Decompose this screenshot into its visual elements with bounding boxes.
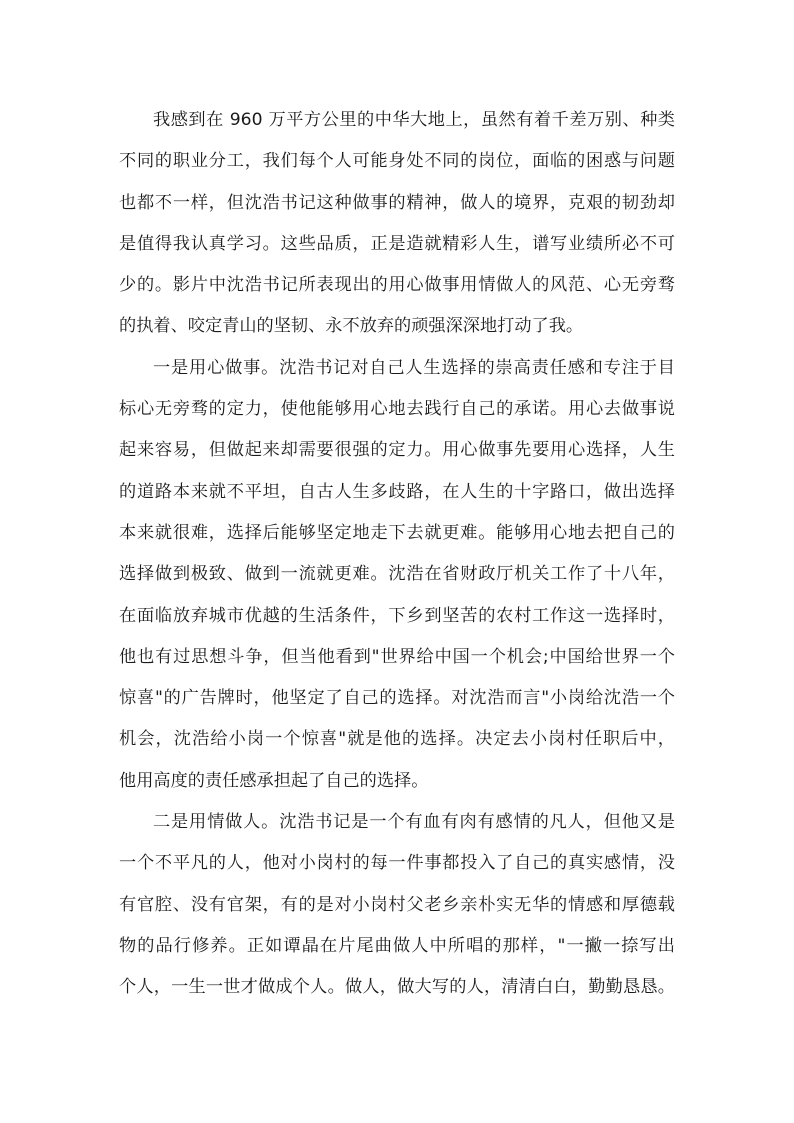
- text-line: 不同的职业分工，我们每个人可能身处不同的岗位，面临的困惑与问题: [119, 151, 675, 172]
- text-line: 惊喜"的广告牌时，他坚定了自己的选择。对沈浩而言"小岗给沈浩一个: [119, 688, 675, 709]
- text-line: 也都不一样，但沈浩书记这种做事的精神，做人的境界，克艰的韧劲却: [119, 192, 675, 213]
- text-line: 是值得我认真学习。这些品质，正是造就精彩人生，谱写业绩所必不可: [119, 233, 675, 254]
- text-line: 我感到在 960 万平方公里的中华大地上，虽然有着千差万别、种类: [153, 110, 675, 130]
- text-line: 他也有过思想斗争，但当他看到"世界给中国一个机会;中国给世界一个: [119, 646, 675, 667]
- text-line: 的执着、咬定青山的坚韧、永不放弃的顽强深深地打动了我。: [119, 316, 584, 337]
- paragraph-point-one: [119, 348, 675, 802]
- text-line: 机会，沈浩给小岗一个惊喜"就是他的选择。决定去小岗村任职后中，: [119, 729, 675, 750]
- text-line: 起来容易，但做起来却需要很强的定力。用心做事先要用心选择，人生: [119, 440, 675, 461]
- text-line: 少的。影片中沈浩书记所表现出的用心做事用情做人的风范、心无旁骛: [119, 275, 675, 296]
- document-body: [119, 100, 675, 1009]
- paragraph-intro: [119, 100, 675, 348]
- text-line: 一个不平凡的人，他对小岗村的每一件事都投入了自己的真实感情，没: [119, 853, 675, 874]
- text-line: 标心无旁骛的定力，使他能够用心地去践行自己的承诺。用心去做事说: [119, 399, 675, 420]
- text-line: 一是用心做事。沈浩书记对自己人生选择的崇高责任感和专注于目: [153, 357, 675, 378]
- text-line: 个人，一生一世才做成个人。做人，做大写的人，清清白白，勤勤恳恳。: [119, 977, 675, 998]
- text-line: 本来就很难，选择后能够坚定地走下去就更难。能够用心地去把自己的: [119, 522, 675, 543]
- text-line: 的道路本来就不平坦，自古人生多歧路，在人生的十字路口，做出选择: [119, 481, 675, 502]
- text-line: 他用高度的责任感承担起了自己的选择。: [119, 770, 429, 791]
- text-line: 在面临放弃城市优越的生活条件，下乡到坚苦的农村工作这一选择时，: [119, 605, 675, 626]
- text-line: 物的品行修养。正如谭晶在片尾曲做人中所唱的那样，"一撇一捺写出: [119, 935, 675, 956]
- text-line: 有官腔、没有官架，有的是对小岗村父老乡亲朴实无华的情感和厚德载: [119, 894, 675, 915]
- text-line: 选择做到极致、做到一流就更难。沈浩在省财政厅机关工作了十八年，: [119, 564, 675, 585]
- paragraph-point-two: [119, 802, 675, 1008]
- text-line: 二是用情做人。沈浩书记是一个有血有肉有感情的凡人，但他又是: [153, 812, 675, 833]
